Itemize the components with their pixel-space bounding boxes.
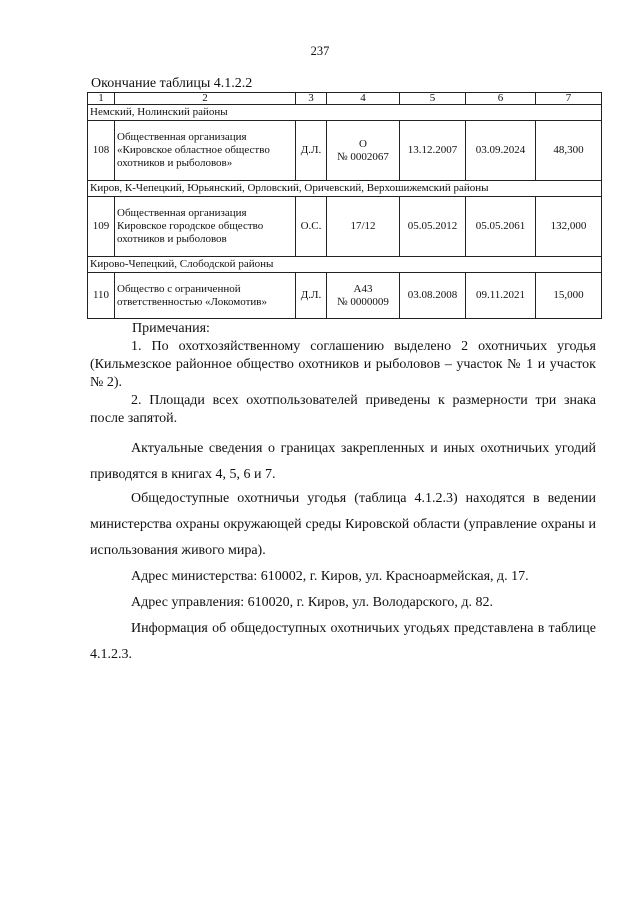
notes-title: Примечания:: [132, 321, 210, 336]
document-number: [327, 273, 400, 319]
body-text: [90, 486, 596, 564]
region-row: [88, 257, 602, 273]
area: 132,000: [536, 197, 602, 257]
organization-name: Общество с ограниченной ответственностью «Локомотив»: [115, 273, 296, 319]
paragraph-department-address: Адрес управления: 610020, г. Киров, ул. Володарского, д. 82.: [131, 595, 494, 610]
document-series: А43: [353, 282, 373, 295]
note-item: 1. По охотхозяйственному соглашению выделено 2 охотничьих угодья (Кильмезское районное общество охотников и рыболовов – участок № 1 и участок № 2).: [90, 339, 596, 390]
document-no: № 0002067: [337, 150, 389, 163]
table-row: [88, 273, 602, 319]
date-from: 13.12.2007: [400, 121, 466, 181]
hunting-grounds-table: [87, 92, 602, 319]
note-item: 2. Площади всех охотпользователей приведены к размерности три знака после запятой.: [90, 393, 596, 426]
body-text: [90, 616, 596, 668]
body-text: [90, 590, 596, 616]
document-series: 17/12: [350, 220, 376, 232]
region-row: [88, 181, 602, 197]
body-text: [90, 436, 596, 488]
column-header: 4: [327, 93, 400, 105]
region-row: [88, 105, 602, 121]
date-from: 03.08.2008: [400, 273, 466, 319]
area: 15,000: [536, 273, 602, 319]
date-to: 03.09.2024: [466, 121, 536, 181]
table-row: [88, 121, 602, 181]
document-type: О.С.: [296, 197, 327, 257]
column-header: 7: [536, 93, 602, 105]
row-number: 110: [88, 273, 115, 319]
paragraph-ministry-address: Адрес министерства: 610002, г. Киров, ул. Красноармейская, д. 17.: [131, 569, 529, 584]
page-number: 237: [310, 44, 330, 58]
area: 48,300: [536, 121, 602, 181]
paragraph-info: Информация об общедоступных охотничьих угодьях представлена в таблице 4.1.2.3.: [90, 621, 596, 662]
document-no: № 0000009: [337, 295, 389, 308]
document-type: Д.Л.: [296, 273, 327, 319]
date-to: 09.11.2021: [466, 273, 536, 319]
table-caption: Окончание таблицы 4.1.2.2: [91, 76, 253, 91]
row-number: 108: [88, 121, 115, 181]
organization-name: Общественная организация Кировское городское общество охотников и рыболовов: [115, 197, 296, 257]
row-number: 109: [88, 197, 115, 257]
paragraph-public-grounds: Общедоступные охотничьи угодья (таблица 4.1.2.3) находятся в ведении министерства охраны окружающей среды Кировской области (управление охраны и использования живого мира).: [90, 491, 596, 558]
table-header-row: [88, 93, 602, 105]
date-to: 05.05.2061: [466, 197, 536, 257]
region-name: Киров, К-Чепецкий, Юрьянский, Орловский, Оричевский, Верхошижемский районы: [88, 181, 602, 197]
document-series: О: [359, 137, 367, 150]
document-number: [327, 121, 400, 181]
column-header: 5: [400, 93, 466, 105]
paragraph-boundaries: Актуальные сведения о границах закрепленных и иных охотничьих угодий приводятся в книгах 4, 5, 6 и 7.: [90, 441, 596, 482]
date-from: 05.05.2012: [400, 197, 466, 257]
table-row: [88, 197, 602, 257]
column-header: 2: [115, 93, 296, 105]
region-name: Немский, Нолинский районы: [88, 105, 602, 121]
column-header: 1: [88, 93, 115, 105]
body-text: [90, 564, 596, 590]
region-name: Кирово-Чепецкий, Слободской районы: [88, 257, 602, 273]
notes-section: [90, 320, 596, 428]
document-type: Д.Л.: [296, 121, 327, 181]
column-header: 3: [296, 93, 327, 105]
organization-name: Общественная организация «Кировское областное общество охотников и рыболовов»: [115, 121, 296, 181]
column-header: 6: [466, 93, 536, 105]
document-number: [327, 197, 400, 257]
